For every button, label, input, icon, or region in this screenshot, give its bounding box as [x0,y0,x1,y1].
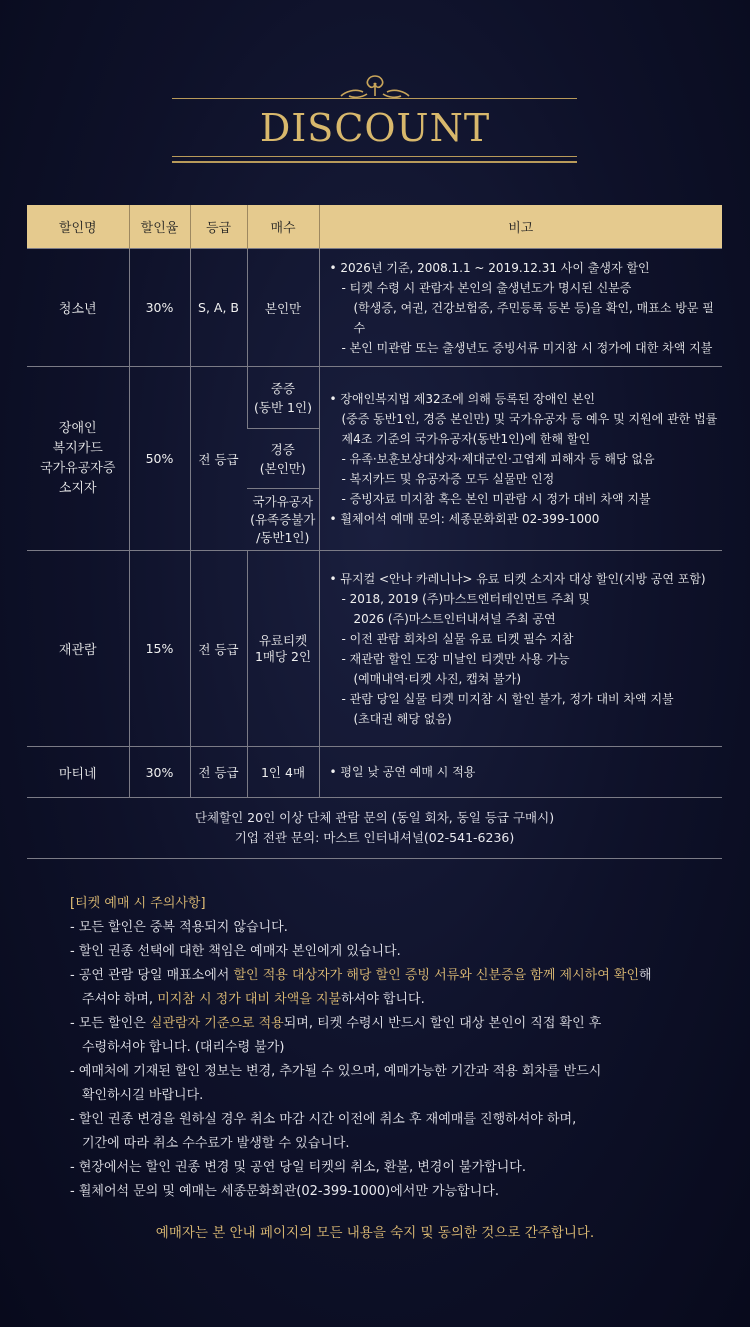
note-line: • 평일 낮 공연 예매 시 적용 [330,762,722,782]
page-title: DISCOUNT [259,106,491,150]
notice-line: - 예매처에 기재된 할인 정보는 변경, 추가될 수 있으며, 예매가능한 기간과 적용 회차를 반드시 [70,1064,602,1079]
notice-line [70,1012,710,1036]
cell-grade: 전 등급 [190,551,247,747]
cell-rate: 30% [129,249,190,367]
notice-text: 해 [639,968,652,983]
group-discount-info [27,798,722,859]
notice-line: - 현장에서는 할인 권종 변경 및 공연 당일 티켓의 취소, 환불, 변경이 불가합니다. [70,1160,526,1175]
notice-text: 되며, 티켓 수령시 반드시 할인 대상 본인이 직접 확인 후 [283,1016,602,1031]
cell-qty [247,489,319,551]
notice-line [70,988,710,1012]
group-line: 기업 전관 문의: 마스트 인터내셔널(02-541-6236) [234,830,515,845]
header-name: 할인명 [27,205,129,249]
qty-line: 국가유공자 [252,493,313,509]
discount-table [27,205,722,798]
cell-name [27,367,129,551]
note-line: • 장애인복지법 제32조에 의해 등록된 장애인 본인 [330,389,722,409]
notice-line [70,964,710,988]
cell-grade: 전 등급 [190,747,247,798]
note-line: (초대권 해당 없음) [353,711,452,726]
notice-text: 주셔야 하며, [82,992,158,1007]
qty-line: 중증 [270,380,296,396]
note-line: • 휠체어석 예매 문의: 세종문화회관 02-399-1000 [330,509,722,529]
table-header-row [27,205,722,249]
cell-notes [319,551,722,747]
cell-name: 청소년 [27,249,129,367]
note-line: - 이전 관람 회차의 실물 유료 티켓 필수 지참 [341,631,574,646]
notice-line: 기간에 따라 취소 수수료가 발생할 수 있습니다. [82,1136,350,1151]
note-line: - 증빙자료 미지참 혹은 본인 미관람 시 정가 대비 차액 지불 [341,491,651,506]
name-line: 장애인 [58,420,97,436]
cell-notes [319,249,722,367]
notice-heading: [티켓 예매 시 주의사항] [70,896,206,911]
note-line: (예매내역·티켓 사진, 캡쳐 불가) [353,671,522,686]
cell-rate: 15% [129,551,190,747]
notice-section [70,892,710,1204]
note-line: - 관람 당일 실물 티켓 미지참 시 할인 불가, 정가 대비 차액 지불 [341,691,674,706]
cell-name: 재관람 [27,551,129,747]
cell-notes [319,367,722,551]
note-line: • 뮤지컬 <안나 카레니나> 유료 티켓 소지자 대상 할인(지방 공연 포함) [330,569,722,589]
notice-line: - 할인 권종 선택에 대한 책임은 예매자 본인에게 있습니다. [70,944,401,959]
note-line: (학생증, 여권, 건강보험증, 주민등록 등본 등)을 확인, 매표소 방문 필수 [353,300,714,335]
cell-rate: 30% [129,747,190,798]
note-line: - 재관람 할인 도장 미날인 티켓만 사용 가능 [341,651,570,666]
note-line: 2026 (주)마스트인터내셔널 주최 공연 [353,611,556,626]
table-row [27,367,722,429]
cell-name: 마티네 [27,747,129,798]
cell-qty [247,367,319,429]
header-grade: 등급 [190,205,247,249]
notice-line: - 휠체어석 문의 및 예매는 세종문화회관(02-399-1000)에서만 가능합니다. [70,1184,499,1199]
header-notes: 비고 [319,205,722,249]
gold-flourish-icon [335,72,415,100]
note-line: - 티켓 수령 시 관람자 본인의 출생년도가 명시된 신분증 [341,280,632,295]
qty-line: (본인만) [259,460,306,476]
notice-highlight: 할인 적용 대상자가 해당 할인 증빙 서류와 신분증을 함께 제시하여 확인 [233,968,640,983]
cell-qty [247,429,319,489]
name-line: 복지카드 [52,440,103,456]
table-row [27,249,722,367]
header-line-bottom [172,156,577,157]
qty-line: (동반 1인) [254,399,312,415]
cell-qty: 1인 4매 [247,747,319,798]
header-line-bottom-thick [172,161,577,163]
agreement-notice: 예매자는 본 안내 페이지의 모든 내용을 숙지 및 동의한 것으로 간주합니다. [155,1225,595,1241]
header [0,70,750,170]
notice-highlight: 실관람자 기준으로 적용 [149,1016,284,1031]
header-rate: 할인율 [129,205,190,249]
cell-grade: S, A, B [190,249,247,367]
name-line: 국가유공자증 [40,460,116,476]
notice-line: 확인하시길 바랍니다. [82,1088,204,1103]
table-row [27,747,722,798]
note-line: - 복지카드 및 유공자증 모두 실물만 인정 [341,471,555,486]
qty-line: (유족증불가 [250,511,316,527]
note-line: 제4조 기준의 국가유공자(동반1인)에 한해 할인 [341,431,591,446]
header-line-top [172,98,577,99]
note-line: - 유족·보훈보상대상자·제대군인·고엽제 피해자 등 해당 없음 [341,451,655,466]
notice-line: - 모든 할인은 중복 적용되지 않습니다. [70,920,288,935]
cell-rate: 50% [129,367,190,551]
table-row [27,551,722,747]
notice-text: 하셔야 합니다. [341,992,425,1007]
cell-qty: 본인만 [247,249,319,367]
cell-grade: 전 등급 [190,367,247,551]
note-line: (중증 동반1인, 경증 본인만) 및 국가유공자 등 예우 및 지원에 관한 법률 [341,411,718,426]
notice-highlight: 미지참 시 정가 대비 차액을 지불 [157,992,342,1007]
qty-line: 경증 [270,441,295,457]
notice-line: - 할인 권종 변경을 원하실 경우 취소 마감 시간 이전에 취소 후 재예매를 진행하셔야 하며, [70,1112,577,1127]
note-line: • 2026년 기준, 2008.1.1 ~ 2019.12.31 사이 출생자 할인 [330,258,722,278]
qty-line: /동반1인) [256,529,310,545]
qty-line: 유료티켓 [258,632,308,648]
cell-notes [319,747,722,798]
notice-text: - 모든 할인은 [70,1016,150,1031]
cell-qty [247,551,319,747]
notice-text: - 공연 관람 당일 매표소에서 [70,968,234,983]
name-line: 소지자 [58,480,97,496]
qty-line: 1매당 2인 [254,648,312,664]
notice-line: 수령하셔야 합니다. (대리수령 불가) [82,1040,285,1055]
header-qty: 매수 [247,205,319,249]
group-line: 단체할인 20인 이상 단체 관람 문의 (동일 회차, 동일 등급 구매시) [194,810,555,825]
note-line: - 2018, 2019 (주)마스트엔터테인먼트 주최 및 [341,591,590,606]
note-line: - 본인 미관람 또는 출생년도 증빙서류 미지참 시 정가에 대한 차액 지불 [341,340,713,355]
